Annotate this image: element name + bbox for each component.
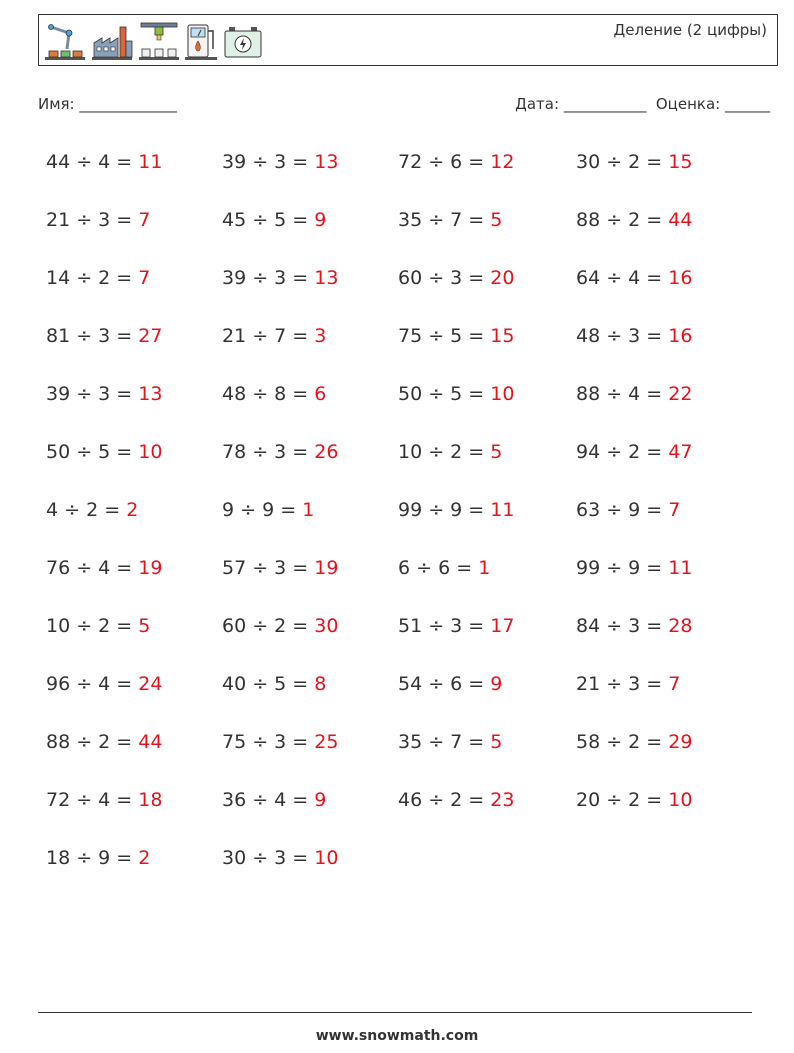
press-machine-icon <box>137 19 181 63</box>
problem-question: 60 ÷ 3 = <box>398 267 491 289</box>
problem-answer: 2 <box>138 847 151 869</box>
problem-answer: 15 <box>668 151 693 173</box>
division-problem <box>398 434 502 470</box>
grade-blank[interactable]: ______ <box>725 95 770 113</box>
problem-question: 48 ÷ 8 = <box>222 383 315 405</box>
division-problem <box>222 550 338 586</box>
problem-question: 51 ÷ 3 = <box>398 615 491 637</box>
grade-label: Оценка: <box>655 95 721 113</box>
problem-answer: 30 <box>314 615 339 637</box>
division-problem <box>46 318 162 354</box>
division-problem <box>398 144 514 180</box>
division-problem <box>222 492 314 528</box>
problem-answer: 26 <box>314 441 339 463</box>
problem-answer: 20 <box>490 267 515 289</box>
problem-answer: 19 <box>314 557 339 579</box>
problem-question: 54 ÷ 6 = <box>398 673 491 695</box>
problem-row <box>46 318 766 354</box>
division-problem <box>576 144 692 180</box>
division-problem <box>46 666 162 702</box>
division-problem <box>398 782 514 818</box>
problem-question: 57 ÷ 3 = <box>222 557 315 579</box>
problem-question: 21 ÷ 3 = <box>46 209 139 231</box>
problem-question: 88 ÷ 2 = <box>46 731 139 753</box>
problem-question: 39 ÷ 3 = <box>46 383 139 405</box>
problem-answer: 9 <box>314 789 327 811</box>
name-field[interactable] <box>38 95 177 113</box>
division-problem <box>576 782 692 818</box>
problem-answer: 12 <box>490 151 515 173</box>
problem-question: 39 ÷ 3 = <box>222 267 315 289</box>
problem-question: 64 ÷ 4 = <box>576 267 669 289</box>
problem-answer: 7 <box>668 673 681 695</box>
problem-answer: 11 <box>138 151 163 173</box>
problem-row <box>46 550 766 586</box>
problem-answer: 5 <box>490 731 503 753</box>
problem-question: 84 ÷ 3 = <box>576 615 669 637</box>
division-problem <box>398 550 490 586</box>
problem-answer: 5 <box>138 615 151 637</box>
division-problem <box>576 492 680 528</box>
problem-answer: 16 <box>668 325 693 347</box>
division-problem <box>398 260 514 296</box>
division-problem <box>222 202 326 238</box>
problem-answer: 22 <box>668 383 693 405</box>
problem-answer: 23 <box>490 789 515 811</box>
problem-answer: 5 <box>490 441 503 463</box>
division-problem <box>398 376 514 412</box>
problem-row <box>46 724 766 760</box>
worksheet-title: Деление (2 цифры) <box>613 21 767 39</box>
problem-row <box>46 492 766 528</box>
problem-question: 30 ÷ 3 = <box>222 847 315 869</box>
division-problem <box>46 260 150 296</box>
problem-question: 20 ÷ 2 = <box>576 789 669 811</box>
problem-question: 99 ÷ 9 = <box>576 557 669 579</box>
date-label: Дата: <box>515 95 560 113</box>
division-problem <box>398 318 514 354</box>
problem-row <box>46 434 766 470</box>
problem-answer: 11 <box>490 499 515 521</box>
problem-question: 46 ÷ 2 = <box>398 789 491 811</box>
problem-answer: 8 <box>314 673 327 695</box>
battery-icon <box>221 19 265 63</box>
problem-answer: 2 <box>126 499 139 521</box>
problem-question: 81 ÷ 3 = <box>46 325 139 347</box>
problem-answer: 1 <box>302 499 315 521</box>
problem-answer: 10 <box>138 441 163 463</box>
problem-question: 30 ÷ 2 = <box>576 151 669 173</box>
problem-answer: 15 <box>490 325 515 347</box>
problem-answer: 9 <box>490 673 503 695</box>
division-problem <box>222 666 326 702</box>
problem-row <box>46 608 766 644</box>
division-problem <box>576 202 692 238</box>
problem-question: 75 ÷ 3 = <box>222 731 315 753</box>
division-problem <box>46 376 162 412</box>
division-problem <box>46 550 162 586</box>
problem-answer: 17 <box>490 615 515 637</box>
division-problem <box>46 492 138 528</box>
division-problem <box>576 550 692 586</box>
problem-question: 72 ÷ 4 = <box>46 789 139 811</box>
problem-question: 60 ÷ 2 = <box>222 615 315 637</box>
problem-question: 4 ÷ 2 = <box>46 499 127 521</box>
division-problem <box>576 260 692 296</box>
problem-question: 14 ÷ 2 = <box>46 267 139 289</box>
footer-url: www.snowmath.com <box>315 1028 479 1044</box>
division-problem <box>398 202 502 238</box>
problem-question: 44 ÷ 4 = <box>46 151 139 173</box>
problem-question: 96 ÷ 4 = <box>46 673 139 695</box>
fuel-pump-icon <box>184 19 218 63</box>
division-problem <box>222 608 338 644</box>
problem-answer: 28 <box>668 615 693 637</box>
problem-question: 50 ÷ 5 = <box>46 441 139 463</box>
division-problem <box>576 724 692 760</box>
problem-question: 10 ÷ 2 = <box>46 615 139 637</box>
division-problem <box>46 608 150 644</box>
problem-question: 63 ÷ 9 = <box>576 499 669 521</box>
problem-question: 35 ÷ 7 = <box>398 209 491 231</box>
problem-answer: 16 <box>668 267 693 289</box>
problem-answer: 18 <box>138 789 163 811</box>
problem-answer: 13 <box>314 267 339 289</box>
division-problem <box>46 840 150 876</box>
division-problem <box>398 608 514 644</box>
problem-question: 21 ÷ 7 = <box>222 325 315 347</box>
division-problem <box>222 144 338 180</box>
problem-answer: 7 <box>138 267 151 289</box>
problem-row <box>46 376 766 412</box>
problem-question: 6 ÷ 6 = <box>398 557 479 579</box>
problem-row <box>46 144 766 180</box>
division-problem <box>576 666 680 702</box>
problem-row <box>46 260 766 296</box>
division-problem <box>46 434 162 470</box>
division-problem <box>576 376 692 412</box>
date-blank[interactable]: ___________ <box>563 95 647 113</box>
problem-row <box>46 840 766 876</box>
name-blank[interactable]: _____________ <box>79 95 177 113</box>
problem-answer: 25 <box>314 731 339 753</box>
problem-answer: 1 <box>478 557 491 579</box>
problem-answer: 10 <box>490 383 515 405</box>
problem-answer: 10 <box>314 847 339 869</box>
problem-question: 72 ÷ 6 = <box>398 151 491 173</box>
division-problem <box>222 782 326 818</box>
robot-arm-icon <box>43 19 87 63</box>
problem-answer: 9 <box>314 209 327 231</box>
problem-row <box>46 782 766 818</box>
problem-answer: 29 <box>668 731 693 753</box>
problem-answer: 47 <box>668 441 693 463</box>
problem-question: 36 ÷ 4 = <box>222 789 315 811</box>
problem-answer: 3 <box>314 325 327 347</box>
problem-question: 45 ÷ 5 = <box>222 209 315 231</box>
problem-question: 18 ÷ 9 = <box>46 847 139 869</box>
division-problem <box>576 608 692 644</box>
division-problem <box>222 318 326 354</box>
division-problem <box>46 782 162 818</box>
problem-question: 40 ÷ 5 = <box>222 673 315 695</box>
problem-answer: 44 <box>138 731 163 753</box>
division-problem <box>222 840 338 876</box>
problem-question: 78 ÷ 3 = <box>222 441 315 463</box>
problem-answer: 11 <box>668 557 693 579</box>
problem-question: 9 ÷ 9 = <box>222 499 303 521</box>
problem-row <box>46 666 766 702</box>
problem-answer: 24 <box>138 673 163 695</box>
problem-question: 75 ÷ 5 = <box>398 325 491 347</box>
division-problem <box>576 434 692 470</box>
problem-answer: 7 <box>138 209 151 231</box>
division-problem <box>46 724 162 760</box>
problem-answer: 5 <box>490 209 503 231</box>
division-problem <box>222 724 338 760</box>
problem-answer: 7 <box>668 499 681 521</box>
problem-answer: 10 <box>668 789 693 811</box>
problem-question: 10 ÷ 2 = <box>398 441 491 463</box>
name-label: Имя: <box>38 95 75 113</box>
problem-question: 58 ÷ 2 = <box>576 731 669 753</box>
factory-icon <box>90 19 134 63</box>
problem-answer: 44 <box>668 209 693 231</box>
division-problem <box>46 202 150 238</box>
problem-question: 35 ÷ 7 = <box>398 731 491 753</box>
problem-question: 94 ÷ 2 = <box>576 441 669 463</box>
division-problem <box>398 724 502 760</box>
problem-answer: 27 <box>138 325 163 347</box>
problem-answer: 13 <box>314 151 339 173</box>
division-problem <box>398 666 502 702</box>
division-problem <box>222 376 326 412</box>
division-problem <box>398 492 514 528</box>
problem-question: 88 ÷ 4 = <box>576 383 669 405</box>
problem-question: 76 ÷ 4 = <box>46 557 139 579</box>
problem-answer: 19 <box>138 557 163 579</box>
footer-divider <box>38 1012 752 1013</box>
header-icon-strip <box>43 19 265 63</box>
problem-row <box>46 202 766 238</box>
problem-answer: 6 <box>314 383 327 405</box>
division-problem <box>576 318 692 354</box>
worksheet-header <box>38 14 778 66</box>
division-problem <box>46 144 162 180</box>
problem-question: 21 ÷ 3 = <box>576 673 669 695</box>
problem-question: 48 ÷ 3 = <box>576 325 669 347</box>
division-problem <box>222 260 338 296</box>
date-grade-fields <box>515 95 770 113</box>
problem-question: 50 ÷ 5 = <box>398 383 491 405</box>
division-problem <box>222 434 338 470</box>
problem-answer: 13 <box>138 383 163 405</box>
problem-question: 99 ÷ 9 = <box>398 499 491 521</box>
problem-question: 88 ÷ 2 = <box>576 209 669 231</box>
problem-question: 39 ÷ 3 = <box>222 151 315 173</box>
